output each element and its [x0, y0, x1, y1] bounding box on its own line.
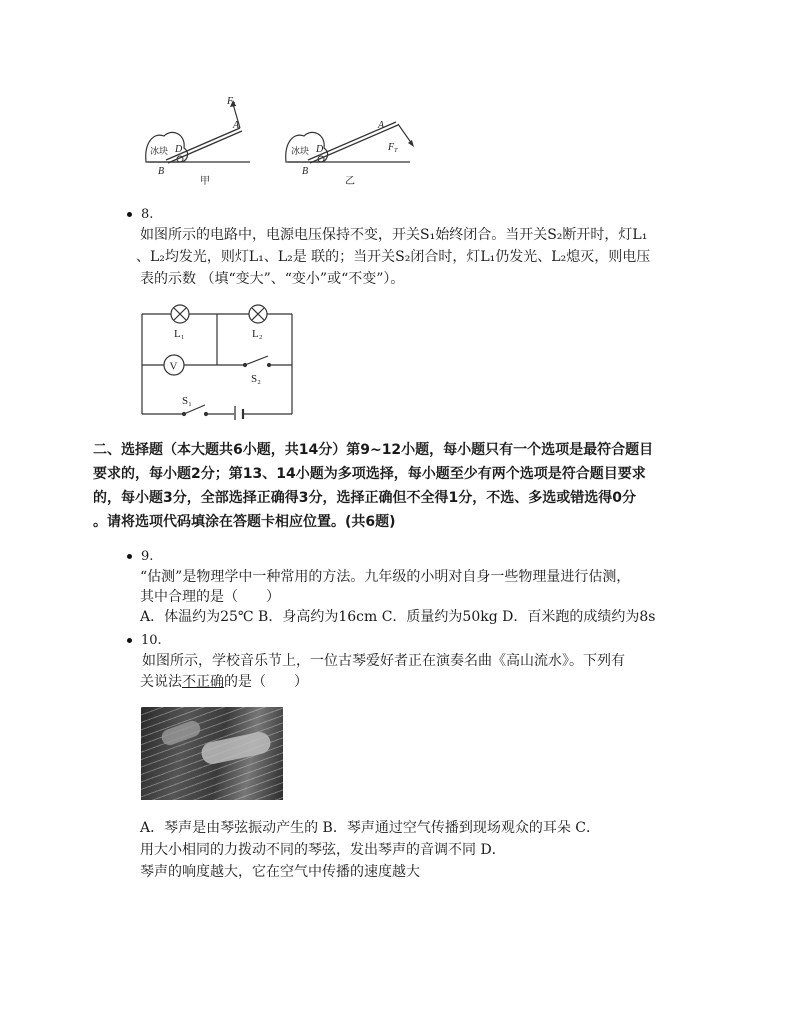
question-9-line-2: 其中合理的是（ ）	[140, 589, 280, 605]
block-label-right: 冰块	[291, 146, 310, 156]
label-b-left: B	[158, 166, 165, 177]
force-label-left: $F_L$	[227, 96, 237, 108]
question-8-number: 8.	[141, 207, 154, 222]
lamp-l1-icon	[171, 305, 189, 323]
question-10-line-2-prefix: 关说法	[140, 674, 182, 690]
lamp-l1-label: L₁	[174, 328, 185, 340]
caption-right: 乙	[345, 176, 355, 187]
question-10-line-1: 如图所示，学校音乐节上，一位古琴爱好者正在演奏名曲《高山流水》。下列有	[142, 653, 625, 669]
lever-diagram-right	[286, 122, 414, 163]
question-10-line-2	[140, 671, 308, 693]
caption-left: 甲	[200, 176, 210, 187]
bullet-q8	[127, 212, 132, 217]
lamp-l2-icon	[249, 305, 267, 323]
label-b-right: B	[302, 166, 309, 177]
circuit-diagram	[130, 298, 305, 420]
section-2-line-3: 的，每小题3分，全部选择正确得3分，选择正确但不全得1分，不选、多选或错选得0分	[93, 490, 636, 506]
voltmeter-label: V	[169, 360, 178, 373]
label-d-left: D	[175, 144, 183, 155]
question-9-line-1: “估测”是物理学中一种常用的方法。九年级的小明对自身一些物理量进行估测，	[140, 569, 631, 585]
label-d-right: D	[316, 144, 324, 155]
question-9-number: 9.	[141, 549, 154, 564]
question-8-line-2: 、L₂均发光，则灯L₁、L₂是 联的；当开关S₂闭合时，灯L₁仍发光、L₂熄灭，则电压	[136, 249, 651, 265]
question-10-line-2-suffix: 的是（ ）	[224, 674, 308, 690]
question-9-options: A．体温约为25℃ B．身高约为16cm C．质量约为50kg D．百米跑的成绩约为8s	[140, 609, 656, 625]
label-a-left: A	[233, 120, 240, 131]
section-2-line-2: 要求的，每小题2分；第13、14小题为多项选择，每小题至少有两个选项是符合题目要求	[93, 466, 646, 482]
question-10-options-line-3: 琴声的响度越大，它在空气中传播的速度越大	[140, 864, 420, 880]
switch-s1-label: S₁	[182, 395, 192, 407]
battery-icon	[235, 406, 243, 420]
bullet-q10	[127, 638, 132, 643]
question-10-options-line-1: A．琴声是由琴弦振动产生的 B．琴声通过空气传播到现场观众的耳朵 C．	[140, 820, 601, 836]
switch-s2-label: S₂	[251, 373, 261, 385]
question-10-number: 10.	[141, 633, 162, 648]
question-10-options-line-2: 用大小相同的力拨动不同的琴弦，发出琴声的音调不同 D．	[140, 842, 506, 858]
section-2-line-1: 二、选择题（本大题共6小题，共14分）第9~12小题，每小题只有一个选项是最符合题目	[93, 442, 654, 458]
label-a-right: A	[378, 120, 385, 131]
force-label-right: $F_T$	[388, 142, 398, 154]
question-10-underlined-term: 不正确	[182, 674, 224, 690]
question-8-line-3: 表的示数 （填“变大”、“变小”或“不变”）。	[140, 271, 405, 287]
bullet-q9	[127, 554, 132, 559]
lever-figure	[130, 90, 430, 190]
guqin-performance-photo	[141, 707, 283, 800]
lamp-l2-label: L₂	[252, 328, 263, 340]
block-label-left: 冰块	[150, 146, 169, 156]
question-8-line-1: 如图所示的电路中，电源电压保持不变，开关S₁始终闭合。当开关S₂断开时，灯L₁	[140, 227, 648, 243]
switch-s2-icon	[244, 356, 271, 367]
section-2-line-4: 。请将选项代码填涂在答题卡相应位置。(共6题)	[93, 514, 396, 530]
